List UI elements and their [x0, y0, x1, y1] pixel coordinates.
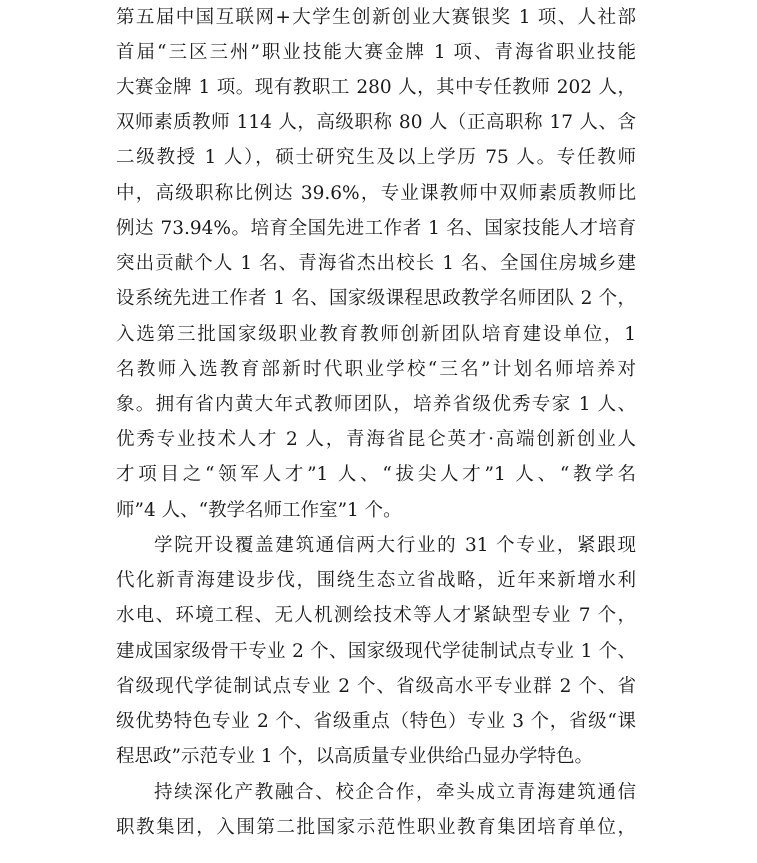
text-line: 设系统先进工作者 1 名、国家级课程思政教学名师团队 2 个， — [116, 288, 636, 309]
text-line: 学院开设覆盖建筑通信两大行业的 31 个专业，紧跟现 — [154, 535, 636, 556]
text-line: 例达 73.94%。培育全国先进工作者 1 名、国家技能人才培育 — [116, 218, 636, 239]
text-line: 代化新青海建设步伐，围绕生态立省战略，近年来新增水利 — [116, 570, 636, 591]
text-line: 象。拥有省内黄大年式教师团队，培养省级优秀专家 1 人、 — [116, 394, 636, 415]
text-line: 省级现代学徒制试点专业 2 个、省级高水平专业群 2 个、省 — [116, 676, 636, 697]
text-line: 水电、环境工程、无人机测绘技术等人才紧缺型专业 7 个， — [116, 605, 636, 626]
text-line: 程思政”示范专业 1 个，以高质量专业供给凸显办学特色。 — [116, 746, 593, 767]
text-line: 名教师入选教育部新时代职业学校“三名”计划名师培养对 — [116, 359, 636, 380]
text-line: 第五届中国互联网+大学生创新创业大赛银奖 1 项、人社部 — [116, 7, 636, 28]
text-line: 大赛金牌 1 项。现有教职工 280 人，其中专任教师 202 人， — [116, 77, 636, 98]
text-line: 师”4 人、“教学名师工作室”1 个。 — [116, 500, 402, 521]
text-line: 入选第三批国家级职业教育教师创新团队培育建设单位，1 — [116, 324, 636, 345]
text-line: 中，高级职称比例达 39.6%，专业课教师中双师素质教师比 — [116, 183, 636, 204]
text-line: 才项目之“领军人才”1 人、“拔尖人才”1 人、“教学名 — [116, 464, 636, 485]
text-line: 二级教授 1 人），硕士研究生及以上学历 75 人。专任教师 — [116, 147, 636, 168]
text-line: 优秀专业技术人才 2 人，青海省昆仑英才·高端创新创业人 — [116, 429, 636, 450]
text-line: 突出贡献个人 1 名、青海省杰出校长 1 名、全国住房城乡建 — [116, 253, 636, 274]
text-line: 双师素质教师 114 人，高级职称 80 人（正高职称 17 人、含 — [116, 112, 636, 133]
text-line: 持续深化产教融合、校企合作，牵头成立青海建筑通信 — [154, 782, 636, 803]
text-line: 建成国家级骨干专业 2 个、国家级现代学徒制试点专业 1 个、 — [116, 641, 636, 662]
text-line: 职教集团，入围第二批国家示范性职业教育集团培育单位， — [116, 817, 636, 838]
text-line: 首届“三区三州”职业技能大赛金牌 1 项、青海省职业技能 — [116, 42, 636, 63]
text-line: 级优势特色专业 2 个、省级重点（特色）专业 3 个，省级“课 — [116, 711, 636, 732]
